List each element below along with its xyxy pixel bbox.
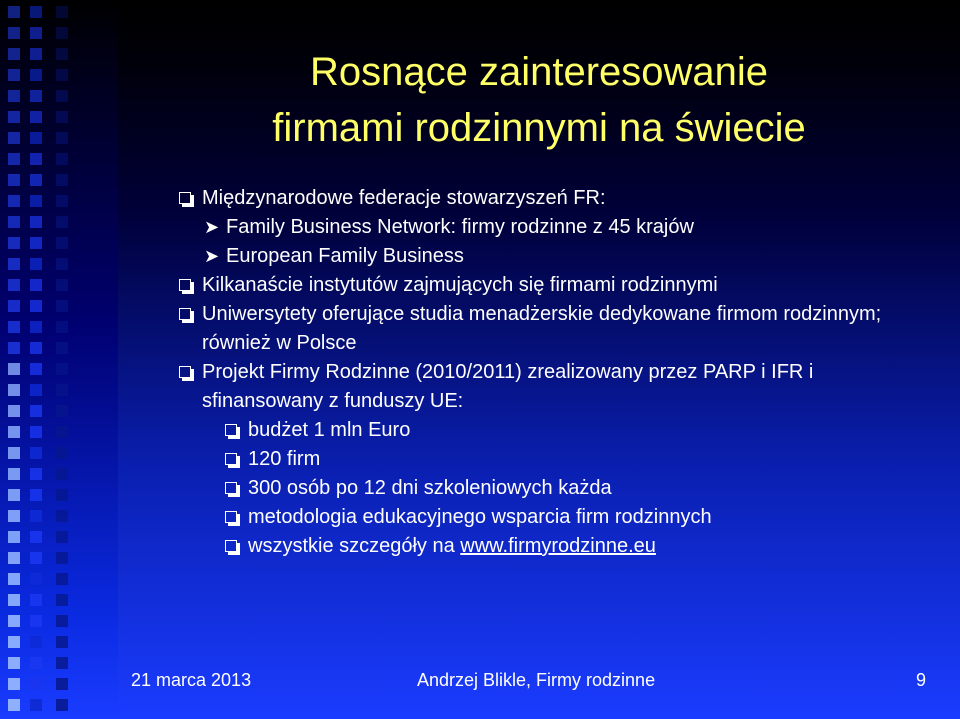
sidebar-square <box>30 468 42 480</box>
title-line-1: Rosnące zainteresowanie <box>309 50 769 94</box>
sidebar-square <box>8 384 20 396</box>
sidebar-square <box>56 552 68 564</box>
sidebar-square <box>8 48 20 60</box>
sidebar-square <box>30 405 42 417</box>
sidebar-square <box>30 195 42 207</box>
bullet-text: Uniwersytety oferujące studia menadżerskie dedykowane firmom rodzinnym; również w Polsce <box>202 303 882 354</box>
sidebar-square <box>30 699 42 711</box>
sidebar-square <box>56 489 68 501</box>
sidebar-square <box>56 6 68 18</box>
sidebar-square <box>56 405 68 417</box>
bullet-item <box>202 503 938 532</box>
sidebar-square <box>30 279 42 291</box>
sidebar-square <box>8 342 20 354</box>
arrowhead-bullet-icon: ➤ <box>204 246 220 266</box>
bullet-text: Family Business Network: firmy rodzinne z 45 krajów <box>226 216 694 238</box>
sidebar-square <box>30 678 42 690</box>
sidebar-square <box>56 447 68 459</box>
bullet-text: Kilkanaście instytutów zajmujących się firmami rodzinnymi <box>202 274 718 296</box>
sidebar-square <box>8 27 20 39</box>
bullet-text: wszystkie szczegóły na <box>248 535 461 557</box>
sidebar-square <box>8 363 20 375</box>
sidebar-square <box>8 699 20 711</box>
bullet-item <box>178 184 938 213</box>
bullet-list <box>178 184 938 561</box>
sidebar-square <box>56 279 68 291</box>
sidebar-square <box>8 132 20 144</box>
title-line-2: firmami rodzinnymi na świecie <box>272 106 806 150</box>
sidebar-square <box>30 216 42 228</box>
bullet-item <box>202 213 938 242</box>
sidebar-square <box>8 552 20 564</box>
sidebar-square <box>8 489 20 501</box>
sidebar-square <box>8 300 20 312</box>
bullet-text: metodologia edukacyjnego wsparcia firm rodzinnych <box>248 506 712 528</box>
sidebar-square <box>30 531 42 543</box>
sidebar-square <box>8 321 20 333</box>
bullet-text: Międzynarodowe federacje stowarzyszeń FR: <box>202 187 606 209</box>
sidebar-square <box>56 678 68 690</box>
sidebar-square <box>30 48 42 60</box>
checkbox-bullet-icon <box>178 271 202 300</box>
sidebar-square <box>8 426 20 438</box>
sidebar-square <box>8 594 20 606</box>
sidebar-square <box>30 90 42 102</box>
checkbox-bullet-icon <box>224 503 248 532</box>
sidebar-square <box>8 531 20 543</box>
sidebar-square <box>30 237 42 249</box>
sidebar-square <box>30 489 42 501</box>
sidebar-square <box>8 447 20 459</box>
sidebar-square <box>30 636 42 648</box>
sidebar-square <box>30 258 42 270</box>
sidebar-square <box>8 279 20 291</box>
sidebar-square <box>56 195 68 207</box>
sidebar-square <box>30 615 42 627</box>
sidebar-square <box>56 174 68 186</box>
sidebar-square <box>56 237 68 249</box>
sidebar-square <box>56 132 68 144</box>
sidebar-square <box>8 636 20 648</box>
checkbox-bullet-icon <box>224 474 248 503</box>
bullet-item <box>202 416 938 445</box>
sidebar-square <box>8 657 20 669</box>
sidebar-square <box>8 69 20 81</box>
sidebar-square <box>30 321 42 333</box>
checkbox-bullet-icon <box>224 416 248 445</box>
sidebar-square <box>30 111 42 123</box>
sidebar-square <box>56 363 68 375</box>
sidebar-square <box>56 153 68 165</box>
checkbox-bullet-icon <box>178 358 202 387</box>
arrowhead-bullet-icon: ➤ <box>204 217 220 237</box>
sidebar-square <box>30 342 42 354</box>
sidebar-square <box>30 573 42 585</box>
sidebar-square <box>8 615 20 627</box>
bullet-item <box>202 242 938 271</box>
checkbox-bullet-icon <box>224 532 248 561</box>
sidebar-square <box>56 657 68 669</box>
footer-author: Andrzej Blikle, Firmy rodzinne <box>417 670 656 690</box>
sidebar-square <box>8 153 20 165</box>
website-link[interactable]: www.firmyrodzinne.eu <box>460 535 656 557</box>
bullet-item <box>202 532 938 561</box>
bullet-item <box>202 445 938 474</box>
bullet-item <box>202 474 938 503</box>
sidebar-square <box>8 468 20 480</box>
sidebar-square <box>56 615 68 627</box>
sidebar-square <box>8 510 20 522</box>
sidebar-square <box>56 342 68 354</box>
checkbox-bullet-icon <box>224 445 248 474</box>
sidebar-square <box>8 174 20 186</box>
sidebar-square <box>56 384 68 396</box>
bullet-text: 120 firm <box>248 448 321 470</box>
sidebar-square <box>30 510 42 522</box>
sidebar-square <box>30 657 42 669</box>
sidebar-square <box>56 216 68 228</box>
sidebar-square <box>56 111 68 123</box>
sidebar-square <box>30 447 42 459</box>
sidebar-square <box>56 594 68 606</box>
sidebar-square <box>30 174 42 186</box>
sidebar-square <box>30 552 42 564</box>
sidebar-square <box>8 195 20 207</box>
sidebar-square <box>8 6 20 18</box>
sidebar-square <box>56 636 68 648</box>
footer-page-number: 9 <box>916 670 927 690</box>
bullet-text: European Family Business <box>226 245 464 267</box>
sidebar-square <box>8 111 20 123</box>
sidebar-square <box>8 573 20 585</box>
sidebar-square <box>56 69 68 81</box>
sidebar-square <box>56 510 68 522</box>
sidebar-square <box>30 69 42 81</box>
sidebar-square <box>56 426 68 438</box>
checkbox-bullet-icon <box>178 184 202 213</box>
sidebar-square <box>30 426 42 438</box>
bullet-text: budżet 1 mln Euro <box>248 419 411 441</box>
sidebar-square <box>56 258 68 270</box>
sidebar-square <box>30 6 42 18</box>
sidebar-square <box>30 300 42 312</box>
sidebar-square <box>30 384 42 396</box>
sidebar-square <box>56 48 68 60</box>
sidebar-square <box>56 321 68 333</box>
sidebar-square <box>30 27 42 39</box>
sidebar-square <box>56 531 68 543</box>
footer-date: 21 marca 2013 <box>131 670 252 690</box>
sidebar-square <box>30 594 42 606</box>
sidebar-square <box>8 258 20 270</box>
bullet-item <box>178 271 938 300</box>
sidebar-square <box>8 216 20 228</box>
sidebar-square <box>56 300 68 312</box>
bullet-item <box>178 358 938 416</box>
checkbox-bullet-icon <box>178 300 202 329</box>
sidebar-square <box>30 363 42 375</box>
bullet-item <box>178 300 938 358</box>
sidebar-square <box>56 699 68 711</box>
sidebar-square <box>30 153 42 165</box>
sidebar-square <box>30 132 42 144</box>
slide-title <box>118 44 960 156</box>
bullet-text: 300 osób po 12 dni szkoleniowych każda <box>248 477 612 499</box>
sidebar-square <box>8 90 20 102</box>
sidebar-square <box>56 468 68 480</box>
bullet-text: Projekt Firmy Rodzinne (2010/2011) zrealizowany przez PARP i IFR i sfinansowany z funduszy UE: <box>202 361 814 412</box>
sidebar-square <box>56 27 68 39</box>
sidebar-square <box>8 678 20 690</box>
sidebar-square <box>8 405 20 417</box>
sidebar-square <box>8 237 20 249</box>
sidebar-square <box>56 90 68 102</box>
sidebar-square <box>56 573 68 585</box>
decorative-sidebar <box>0 0 118 719</box>
